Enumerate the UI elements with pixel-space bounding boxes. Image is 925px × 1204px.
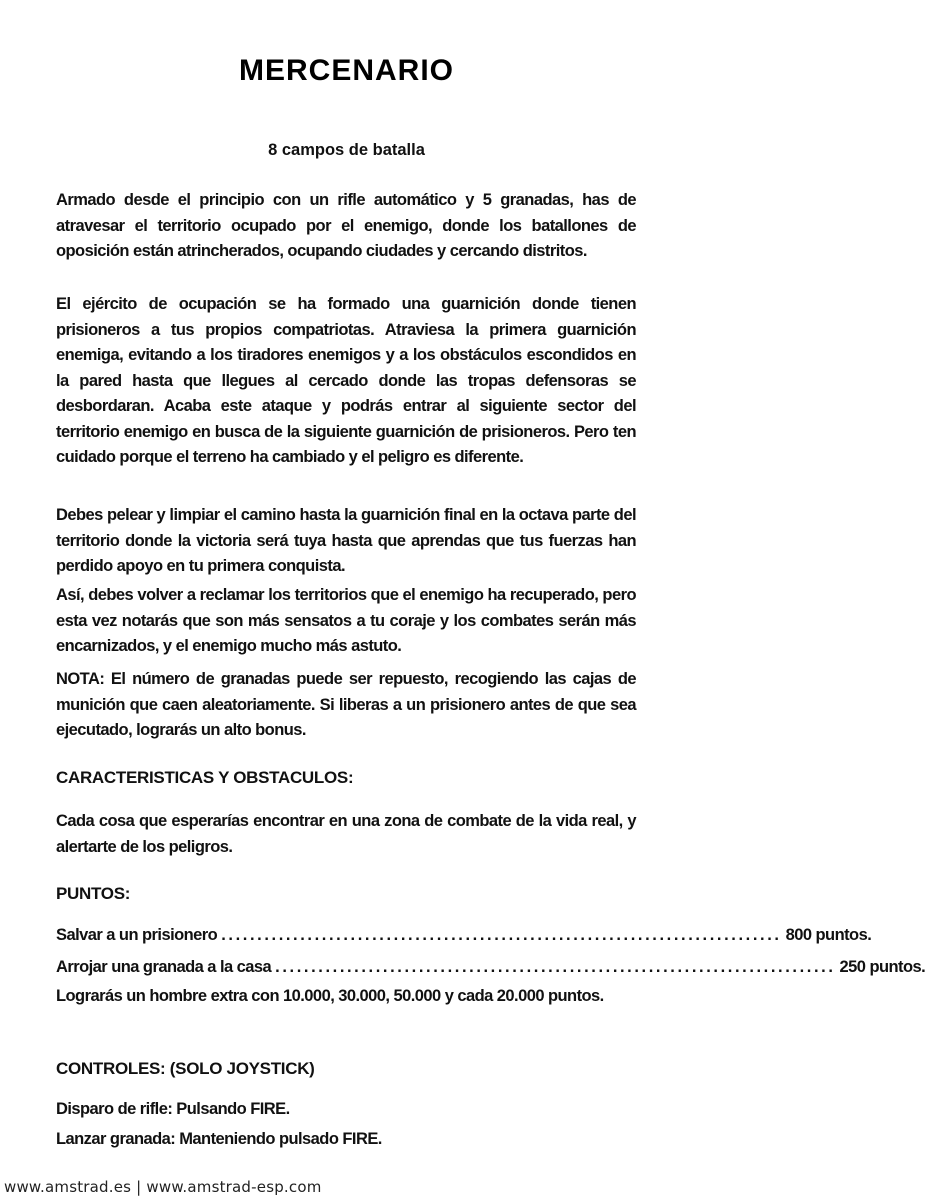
controles-heading: CONTROLES: (SOLO JOYSTICK) xyxy=(56,1059,315,1078)
paragraph-nota: NOTA: El número de granadas puede ser repuesto, recogiendo las cajas de munición que caen aleatoriamente. Si liberas a un prisionero antes de que sea ejecutado, lograrás un alto bonus. xyxy=(56,670,636,739)
caracteristicas-heading: CARACTERISTICAS Y OBSTACULOS: xyxy=(56,768,354,787)
puntos-row-label: Salvar a un prisionero xyxy=(56,926,218,944)
paragraph-reclamar: Así, debes volver a reclamar los territorios que el enemigo ha recuperado, pero esta vez notarás que son más sensatos a tu coraje y los combates serán más encarnizados, y el enemigo mucho más astuto. xyxy=(56,586,636,655)
paragraph-guarnicion: El ejército de ocupación se ha formado una guarnición donde tienen prisioneros a tus propios compatriotas. Atraviesa la primera guarnición enemiga, evitando a los tiradores enemigos y a los obstáculos escondidos en la pared hasta que llegues al cercado donde las tropas defensoras se desbordaran. Acaba este ataque y podrás entrar al siguiente sector del territorio enemigo en busca de la siguiente guarnición de prisioneros. Pero ten cuidado porque el terreno ha cambiado y el peligro es diferente. xyxy=(56,295,636,466)
controles-line: Disparo de rifle: Pulsando FIRE. xyxy=(56,1100,290,1118)
puntos-heading: PUNTOS: xyxy=(56,884,131,903)
paragraph-conquista: Debes pelear y limpiar el camino hasta la guarnición final en la octava parte del territorio donde la victoria será tuya hasta que aprendas que tus fuerzas han perdido apoyo en tu primera conquista. xyxy=(56,506,636,575)
paragraph-intro: Armado desde el principio con un rifle automático y 5 granadas, has de atravesar el territorio ocupado por el enemigo, donde los batallones de oposición están atrincherados, ocupando ciudades y cercando distritos. xyxy=(56,191,636,260)
puntos-row xyxy=(56,954,925,980)
puntos-extra: Lograrás un hombre extra con 10.000, 30.000, 50.000 y cada 20.000 puntos. xyxy=(56,987,604,1005)
controles-line: Lanzar granada: Manteniendo pulsado FIRE. xyxy=(56,1130,382,1148)
page-title: MERCENARIO xyxy=(238,54,454,87)
footer-url: www.amstrad.es | www.amstrad-esp.com xyxy=(4,1178,322,1196)
leader-dots: .............................................................................. xyxy=(221,926,782,944)
puntos-row-value: 800 puntos. xyxy=(785,926,872,944)
puntos-row-label: Arrojar una granada a la casa xyxy=(56,958,272,976)
puntos-row-value: 250 puntos. xyxy=(839,958,925,976)
leader-dots: .............................................................................. xyxy=(275,958,836,976)
page-subtitle: 8 campos de batalla xyxy=(268,141,425,159)
puntos-row xyxy=(56,922,872,948)
caracteristicas-text: Cada cosa que esperarías encontrar en una zona de combate de la vida real, y alertarte de los peligros. xyxy=(56,812,636,856)
